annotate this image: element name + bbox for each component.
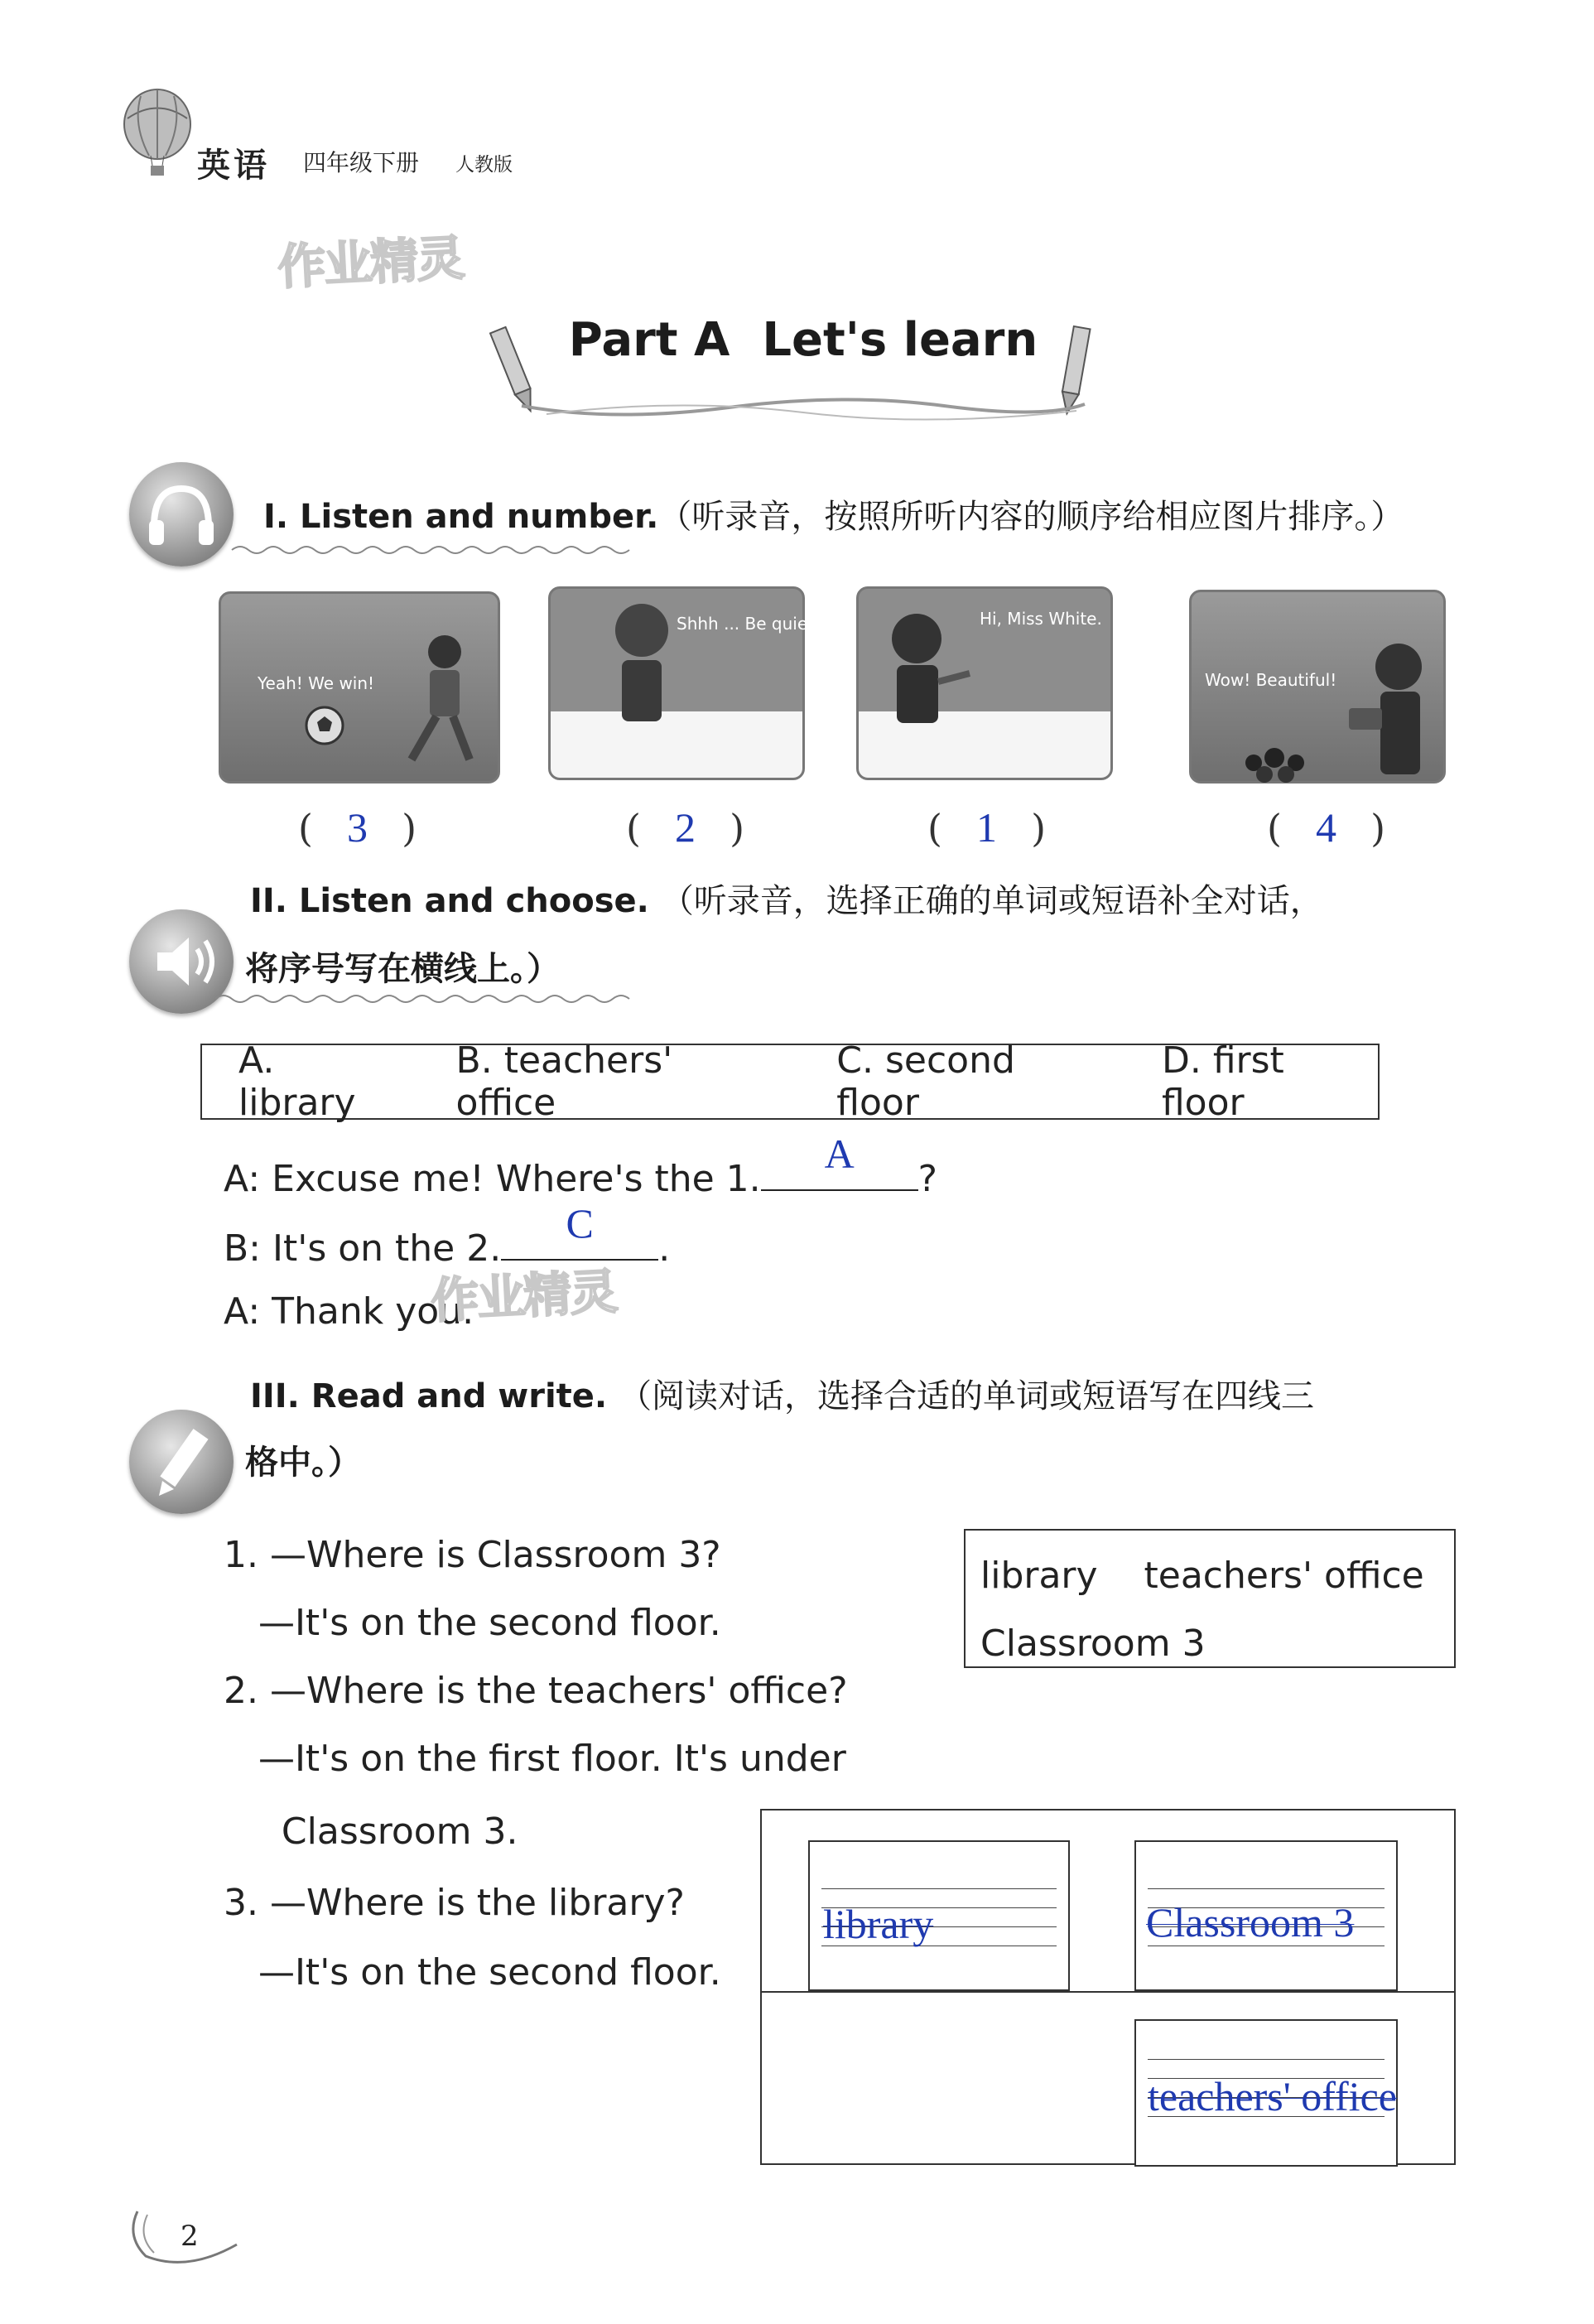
flowers-icon [1241,738,1316,784]
section2-title-en: Listen and choose. [298,882,649,920]
girl-watering-flowers [1316,634,1440,783]
grade-label: 四年级下册 [303,149,420,176]
section1-title-cn: （听录音，按照所听内容的顺序给相应图片排序。） [658,498,1404,536]
part-title-text: Part A Let's learn [568,313,1038,367]
picture-4 [1189,590,1446,784]
wavy-underline [215,992,638,1005]
headphones-icon [129,462,234,567]
room-top-right[interactable] [1134,1840,1398,1991]
dialogue-line-3: A: Thank you. [224,1290,474,1333]
subject-title: 英语 [197,146,270,185]
section1-number: I. [263,498,289,536]
room-answer-top-left: library [823,1901,934,1947]
section2-title [250,866,1323,936]
dialogue-text: A: Excuse me! Where's the 1. [224,1158,761,1200]
question-line: 1. —Where is Classroom 3? [224,1534,721,1576]
section3-title-cn-2: 格中。） [245,1444,361,1482]
word-box [964,1529,1456,1668]
picture-1 [219,591,500,784]
edition-label: 人教版 [455,154,513,176]
option-b: B. teachers' office [455,1039,673,1124]
bracket-open: ( [626,806,641,851]
bracket-open: ( [298,806,313,851]
watermark: 作业精灵 [276,229,465,296]
room-bottom-right[interactable] [1134,2019,1398,2167]
section2-number: II. [250,882,287,920]
watermark: 作业精灵 [429,1263,618,1329]
dialogue-punct: . [658,1227,671,1270]
section3-title [250,1362,1314,1431]
dialogue-line-1 [224,1131,938,1200]
answer-3[interactable]: 1 [976,804,998,851]
answer-bracket-3 [927,803,1060,851]
option-d: D. first floor [1161,1039,1284,1124]
answer-blank-1[interactable] [761,1131,918,1191]
answer-2[interactable]: 2 [675,804,696,851]
answer-1[interactable]: 3 [347,804,368,851]
section3-number: III. [250,1377,300,1415]
blank-answer: C [566,1200,594,1246]
football-icon [304,705,345,746]
picture-2 [548,586,821,780]
boy-kicking-ball [387,627,486,776]
answer-bracket-2 [626,803,758,851]
room-answer-top-right: Classroom 3 [1146,1899,1355,1946]
room-answer-bottom-right: teachers' office [1148,2073,1397,2119]
part-title [497,313,1110,367]
boy-finger-to-lips [592,597,683,721]
bracket-close: ) [402,806,417,851]
question-line: 2. —Where is the teachers' office? [224,1670,848,1712]
question-line: Classroom 3. [224,1811,518,1853]
floor-divider [760,1991,1456,1993]
dialogue-punct: ? [917,1158,938,1200]
bracket-open: ( [1267,806,1282,851]
word-box-line-2: Classroom 3 [980,1622,1206,1665]
answer-4[interactable]: 4 [1316,804,1337,851]
option-c: C. second floor [836,1039,1015,1124]
question-line: —It's on the second floor. [224,1602,721,1644]
answer-bracket-4 [1267,803,1399,851]
pen-icon [129,1410,234,1514]
section2-title-cn-1: （听录音，选择正确的单词或短语补全对话， [660,882,1323,920]
title-swoosh [513,389,1093,422]
option-a: A. library [238,1039,356,1124]
bracket-close: ) [1031,806,1047,851]
section3-title-en: Read and write. [311,1377,608,1415]
room-top-left[interactable] [808,1840,1070,1991]
options-box [200,1039,1380,1124]
word-box-line-1: library teachers' office [980,1555,1424,1597]
picture-2-caption: Shhh ... Be quiet! [677,614,821,634]
girl-waving [875,605,975,730]
section1-title-en: Listen and number. [300,498,659,536]
picture-3-caption: Hi, Miss White. [980,609,1102,629]
question-line: 3. —Where is the library? [224,1882,685,1924]
question-line: —It's on the second floor. [224,1951,721,1994]
bracket-close: ) [1370,806,1386,851]
answer-bracket-1 [298,803,431,851]
bracket-close: ) [730,806,745,851]
section2-title-cn-2: 将序号写在横线上。） [245,950,560,988]
picture-3 [856,586,1113,780]
dialogue-text: B: It's on the 2. [224,1227,502,1270]
section1-title [263,482,1404,552]
wavy-underline [232,543,629,557]
picture-4-caption: Wow! Beautiful! [1205,670,1337,690]
question-line: —It's on the first floor. It's under [224,1738,846,1780]
picture-1-caption: Yeah! We win! [258,673,375,693]
bracket-open: ( [927,806,942,851]
section3-title-cn-1: （阅读对话，选择合适的单词或短语写在四线三 [619,1377,1315,1415]
blank-answer: A [824,1131,855,1177]
balloon-icon [116,89,199,181]
page-number: 2 [181,2220,199,2253]
